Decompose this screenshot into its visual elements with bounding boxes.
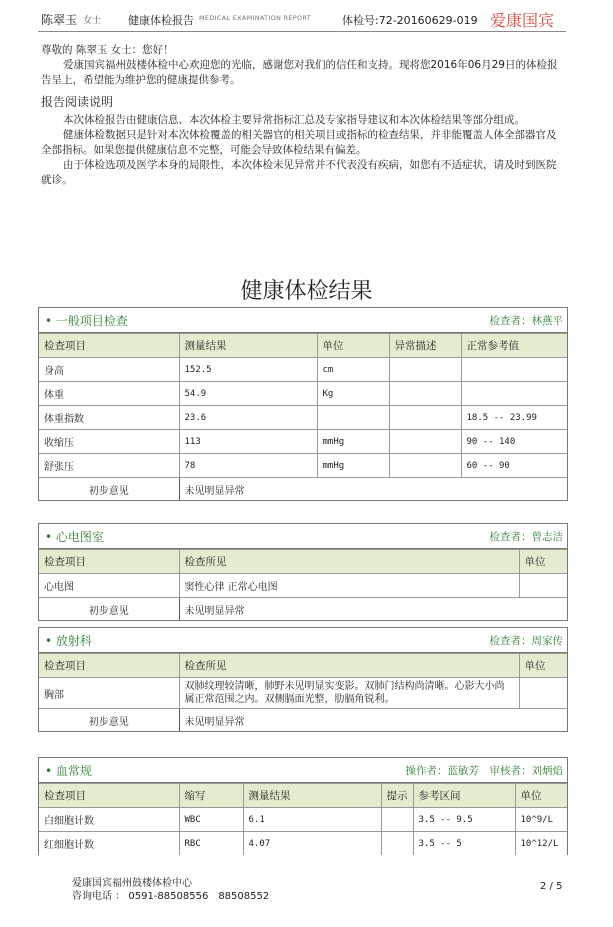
table-row — [39, 808, 567, 832]
unit-cell: mmHg — [317, 454, 389, 478]
reference-cell: 90 -- 140 — [461, 430, 567, 454]
ecg-box — [38, 523, 568, 621]
greeting: 尊敬的 陈翠玉 女士：您好！ — [41, 44, 174, 56]
header-cell: 正常参考值 — [461, 334, 567, 358]
table-header-row — [39, 784, 567, 808]
summary-value: 未见明显异常 — [179, 709, 567, 732]
item-cell: 体重 — [39, 382, 179, 406]
table-row — [39, 832, 567, 856]
reference-cell: 60 -- 90 — [461, 454, 567, 478]
reference-cell: 18.5 -- 23.99 — [461, 406, 567, 430]
summary-value: 未见明显异常 — [179, 598, 567, 621]
table-row — [39, 574, 567, 598]
table-row — [39, 406, 567, 430]
intro-section — [41, 43, 566, 88]
footer-center-name: 爱康国宾福州鼓楼体检中心 — [72, 878, 192, 889]
radiology-table — [39, 653, 567, 731]
abnormal-cell — [389, 358, 461, 382]
ecg-examiner: 检查者：曾志洁 — [489, 531, 563, 543]
ecg-header — [39, 524, 567, 549]
summary-row — [39, 709, 567, 732]
radiology-title: • 放射科 — [45, 634, 92, 648]
header-cell: 缩写 — [179, 784, 243, 808]
patient-name: 陈翠玉 — [41, 13, 78, 27]
guide-paragraph-3: 由于体检选项及医学本身的局限性，本次体检未见异常并不代表没有疾病，如您有不适症状，请及时到医院就诊。 — [41, 159, 557, 186]
blood-routine-examiner: 操作者：蓝敏芳 审核者：刘炳焰 — [405, 765, 563, 777]
unit-cell: 10^12/L — [515, 832, 567, 856]
result-cell: 54.9 — [179, 382, 317, 406]
header-divider — [38, 31, 566, 32]
reference-cell — [461, 358, 567, 382]
table-header-row — [39, 550, 567, 574]
radiology-box — [38, 627, 568, 732]
result-cell: 4.07 — [243, 832, 381, 856]
item-cell: 心电图 — [39, 574, 179, 598]
header-cell: 提示 — [381, 784, 413, 808]
blood-routine-table — [39, 783, 567, 855]
unit-cell — [317, 406, 389, 430]
item-cell: 体重指数 — [39, 406, 179, 430]
page-number: 2 / 5 — [540, 881, 563, 892]
patient-gender: 女士 — [83, 16, 102, 26]
header-cell: 单位 — [519, 550, 567, 574]
summary-row — [39, 478, 567, 501]
header-cell: 参考区间 — [413, 784, 515, 808]
item-cell: 红细胞计数 — [39, 832, 179, 856]
general-exam-title: • 一般项目检查 — [45, 314, 128, 328]
header-cell: 测量结果 — [179, 334, 317, 358]
footer-phone: 咨询电话 ： 0591-88508556 88508552 — [72, 891, 270, 902]
result-cell: 23.6 — [179, 406, 317, 430]
report-title: 健康体检报告 — [128, 14, 194, 27]
abnormal-cell — [389, 454, 461, 478]
ecg-title: • 心电图室 — [45, 530, 104, 544]
summary-value: 未见明显异常 — [179, 478, 567, 501]
item-cell: 身高 — [39, 358, 179, 382]
general-exam-examiner: 检查者：林燕平 — [489, 315, 563, 327]
result-cell: 6.1 — [243, 808, 381, 832]
blood-routine-title: • 血常规 — [45, 764, 92, 778]
hint-cell — [381, 832, 413, 856]
header-cell: 检查项目 — [39, 784, 179, 808]
abnormal-cell — [389, 430, 461, 454]
reference-cell — [461, 382, 567, 406]
general-exam-table — [39, 333, 567, 500]
unit-cell: 10^9/L — [515, 808, 567, 832]
abbr-cell: WBC — [179, 808, 243, 832]
blood-routine-box — [38, 757, 568, 855]
reference-cell: 3.5 -- 5 — [413, 832, 515, 856]
table-header-row — [39, 654, 567, 678]
blood-routine-header — [39, 758, 567, 783]
general-exam-header — [39, 308, 567, 333]
summary-row — [39, 598, 567, 621]
header-cell: 单位 — [519, 654, 567, 678]
general-exam-box — [38, 307, 568, 501]
header-cell: 检查项目 — [39, 334, 179, 358]
table-row — [39, 454, 567, 478]
item-cell: 收缩压 — [39, 430, 179, 454]
radiology-header — [39, 628, 567, 653]
page-header — [0, 0, 613, 36]
exam-number: 体检号:72-20160629-019 — [342, 14, 478, 27]
ecg-table — [39, 549, 567, 620]
header-cell: 单位 — [515, 784, 567, 808]
table-row — [39, 678, 567, 709]
finding-cell: 双肺纹理较清晰，肺野未见明显实变影。双肺门结构尚清晰。心影大小尚属正常范围之内。双侧膈面光整，肋膈角锐利。 — [179, 678, 519, 709]
result-cell: 152.5 — [179, 358, 317, 382]
header-cell: 单位 — [317, 334, 389, 358]
result-cell: 113 — [179, 430, 317, 454]
abnormal-cell — [389, 382, 461, 406]
unit-cell: mmHg — [317, 430, 389, 454]
abnormal-cell — [389, 406, 461, 430]
guide-title: 报告阅读说明 — [41, 95, 114, 109]
item-cell: 胸部 — [39, 678, 179, 709]
table-row — [39, 430, 567, 454]
page-footer — [72, 877, 269, 903]
unit-cell — [519, 678, 567, 709]
guide-paragraph-1: 本次体检报告由健康信息、本次体检主要异常指标汇总及专家指导建议和本次体检结果等部分组成。 — [63, 114, 525, 126]
guide-paragraph-2: 健康体检数据只是针对本次体检覆盖的相关器官的相关项目或指标的检查结果，并非能覆盖人体全部器官及全部指标。如果您提供健康信息不完整，可能会导致体检结果有偏差。 — [41, 129, 557, 156]
unit-cell: Kg — [317, 382, 389, 406]
results-title: 健康体检结果 — [240, 279, 373, 304]
guide-section — [41, 113, 566, 188]
result-cell: 78 — [179, 454, 317, 478]
header-cell: 测量结果 — [243, 784, 381, 808]
unit-cell — [519, 574, 567, 598]
header-cell: 检查所见 — [179, 550, 519, 574]
reference-cell: 3.5 -- 9.5 — [413, 808, 515, 832]
radiology-examiner: 检查者：周家传 — [489, 635, 563, 647]
report-title-en: MEDICAL EXAMINATION REPORT — [199, 14, 312, 22]
summary-label: 初步意见 — [39, 478, 179, 501]
header-cell: 检查项目 — [39, 550, 179, 574]
hint-cell — [381, 808, 413, 832]
item-cell: 舒张压 — [39, 454, 179, 478]
header-cell: 检查所见 — [179, 654, 519, 678]
header-cell: 异常描述 — [389, 334, 461, 358]
intro-paragraph: 爱康国宾福州鼓楼体检中心欢迎您的光临，感谢您对我们的信任和支持。现将您2016年06月29日的体检报告呈上，希望能为维护您的健康提供参考。 — [41, 59, 558, 86]
finding-cell: 窦性心律 正常心电图 — [179, 574, 519, 598]
table-header-row — [39, 334, 567, 358]
summary-label: 初步意见 — [39, 709, 179, 732]
header-cell: 检查项目 — [39, 654, 179, 678]
brand-logo: 爱康国宾 — [490, 11, 555, 30]
summary-label: 初步意见 — [39, 598, 179, 621]
abbr-cell: RBC — [179, 832, 243, 856]
table-row — [39, 358, 567, 382]
item-cell: 白细胞计数 — [39, 808, 179, 832]
table-row — [39, 382, 567, 406]
unit-cell: cm — [317, 358, 389, 382]
